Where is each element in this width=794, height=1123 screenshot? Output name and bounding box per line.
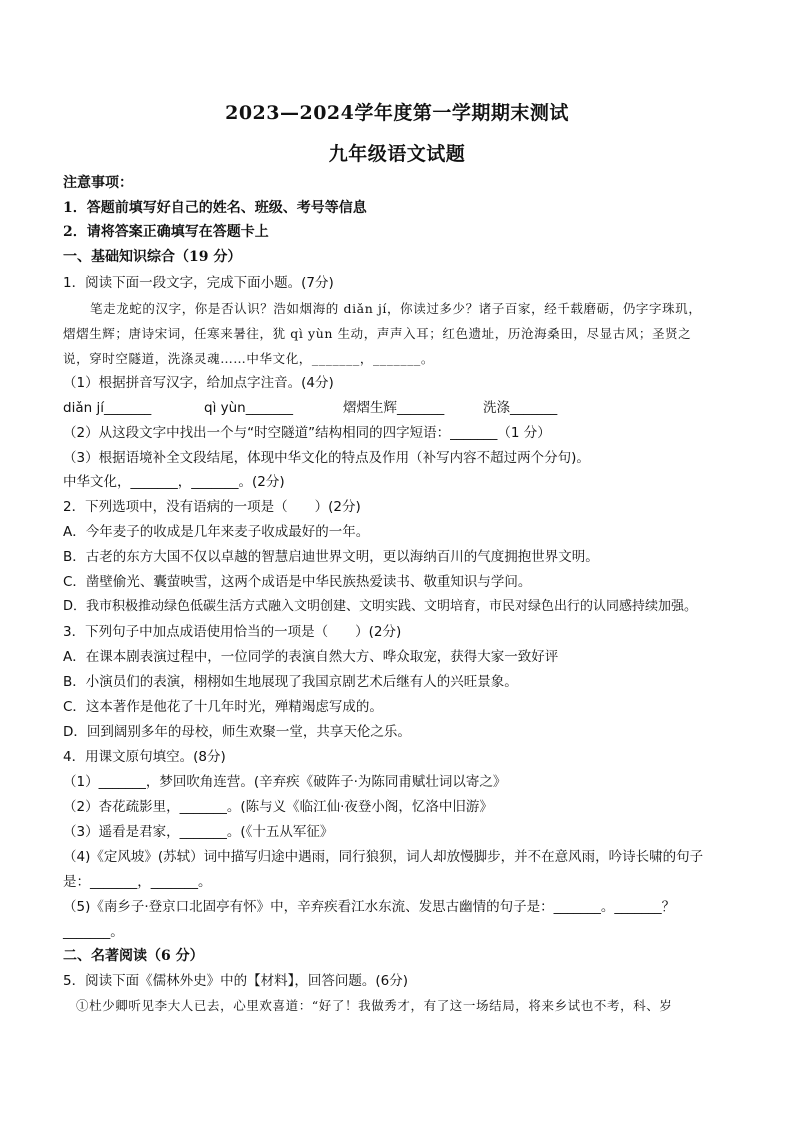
- option-d: D．我市积极推动绿色低碳生活方式融入文明创建、文明实践、文明培育，市民对绿色出行的认同感持续加强。: [63, 599, 698, 614]
- sub-question: （2）从这段文字中找出一个与“时空隧道”结构相同的四字短语：_______（1 分）: [63, 425, 551, 441]
- passage-line: 说，穿时空隧道，洗涤灵魂……中华文化，_______，_______。: [63, 351, 435, 366]
- fill-item: （3）遥看是君家，_______。(《十五从军征》: [63, 824, 334, 840]
- sub-question: （3）根据语境补全文段结尾，体现中华文化的特点及作用（补写内容不超过两个分句)。: [63, 450, 590, 466]
- question-stem: 4．用课文原句填空。(8分): [63, 749, 226, 765]
- section-heading: 一、基础知识综合（19 分）: [63, 249, 242, 265]
- question-stem: 2．下列选项中，没有语病的一项是（ ）(2分): [63, 499, 361, 515]
- fill-item: （5)《南乡子·登京口北固亭有怀》中，辛弃疾看江水东流、发思古幽情的句子是：_______。_______？: [63, 899, 676, 915]
- option-c: C．这本著作是他花了十几年时光，殚精竭虑写成的。: [63, 699, 383, 715]
- fill-item: （1）_______，梦回吹角连营。(辛弃疾《破阵子·为陈同甫赋壮词以寄之》: [63, 774, 507, 790]
- notes-heading: 注意事项：: [63, 175, 133, 191]
- fill-item: （4)《定风坡》(苏轼）词中描写归途中遇雨，同行狼狈，词人却放慢脚步，并不在意风雨，吟诗长啸的句子: [63, 849, 704, 865]
- passage-line: ①杜少卿听见李大人已去，心里欢喜道：“好了！我做秀才，有了这一场结局，将来乡试也不考，科、岁: [76, 998, 673, 1013]
- passage-line: 笔走龙蛇的汉字，你是否认识？浩如烟海的 diǎn jí，你读过多少？诸子百家，经千载磨砺，仍字字珠玑，: [90, 301, 702, 316]
- blank-xidi: 洗涤_______: [483, 400, 558, 416]
- question-stem: 3．下列句子中加点成语使用恰当的一项是（ ）(2分): [63, 624, 402, 640]
- option-c: C．凿壁偷光、囊萤映雪，这两个成语是中华民族热爱读书、敬重知识与学问。: [63, 574, 532, 590]
- fill-item: 是：_______，_______。: [63, 874, 212, 890]
- sub-question: （1）根据拼音写汉字，给加点字注音。(4分): [63, 375, 334, 391]
- option-a: A．今年麦子的收成是几年来麦子收成最好的一年。: [63, 524, 370, 540]
- option-b: B．古老的东方大国不仅以卓越的智慧启迪世界文明，更以海纳百川的气度拥抱世界文明。: [63, 549, 599, 565]
- blank-yiyi: 熠熠生辉_______: [343, 400, 445, 416]
- answer-line: 中华文化，_______，_______。(2分): [63, 474, 285, 490]
- note-item: 2．请将答案正确填写在答题卡上: [63, 224, 269, 240]
- fill-item: （2）杏花疏影里，_______。(陈与义《临江仙·夜登小阁，忆洛中旧游》: [63, 799, 493, 815]
- option-d: D．回到阔别多年的母校，师生欢聚一堂，共享天伦之乐。: [63, 724, 411, 740]
- passage-line: 熠熠生辉；唐诗宋词，任寒来暑往，犹 qì yùn 生动，声声入耳；红色遗址，历沧海桑田，尽显古风；圣贤之: [63, 326, 692, 341]
- pinyin-blanks: [63, 399, 743, 417]
- section-heading: 二、名著阅读（6 分）: [63, 948, 204, 964]
- exam-subtitle: 九年级语文试题: [328, 143, 466, 165]
- exam-title: 2023—2024学年度第一学期期末测试: [225, 102, 569, 124]
- fill-item: _______。: [63, 924, 124, 940]
- note-item: 1．答题前填写好自己的姓名、班级、考号等信息: [63, 200, 367, 216]
- question-stem: 5．阅读下面《儒林外史》中的【材料】，回答问题。(6分): [63, 973, 408, 989]
- blank-qiyun: qì yùn_______: [204, 400, 293, 416]
- blank-dianji: diǎn jí_______: [63, 400, 152, 416]
- option-a: A．在课本剧表演过程中，一位同学的表演自然大方、哗众取宠，获得大家一致好评: [63, 649, 559, 665]
- question-stem: 1．阅读下面一段文字，完成下面小题。(7分): [63, 275, 334, 291]
- option-b: B．小演员们的表演，栩栩如生地展现了我国京剧艺术后继有人的兴旺景象。: [63, 674, 518, 690]
